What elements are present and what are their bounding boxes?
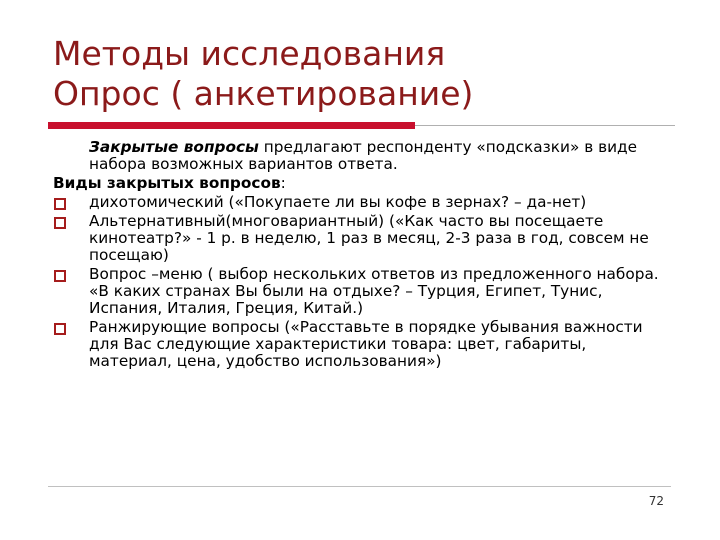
square-bullet-icon bbox=[54, 198, 66, 210]
question-types-list bbox=[53, 194, 673, 370]
list-item bbox=[53, 213, 673, 264]
list-item bbox=[53, 194, 673, 211]
slide-title bbox=[53, 34, 473, 114]
intro-text: предлагают респонденту «подсказки» в виде набора возможных вариантов ответа. bbox=[89, 138, 638, 173]
square-bullet-icon bbox=[54, 270, 66, 282]
intro-term: Закрытые вопросы bbox=[89, 138, 259, 156]
kinds-heading-term: Виды закрытых вопросов bbox=[53, 174, 281, 192]
square-bullet-icon bbox=[54, 323, 66, 335]
slide-body bbox=[53, 139, 673, 372]
list-item bbox=[53, 266, 673, 317]
intro-paragraph bbox=[53, 139, 673, 173]
page-number: 72 bbox=[648, 494, 664, 508]
list-item-text: дихотомический («Покупаете ли вы кофе в зернах? – да-нет) bbox=[89, 193, 587, 211]
kinds-heading bbox=[53, 175, 673, 192]
list-item-text: Ранжирующие вопросы («Расставьте в порядке убывания важности для Вас следующие характеристики товара: цвет, габариты, материал, цена, удобство использования») bbox=[89, 318, 643, 370]
title-line-1: Методы исследования bbox=[53, 34, 446, 73]
title-underline-rule bbox=[415, 125, 675, 126]
kinds-heading-colon: : bbox=[280, 174, 286, 192]
list-item-text: Альтернативный(многовариантный) («Как часто вы посещаете кинотеатр?» - 1 р. в неделю, 1 раз в месяц, 2-3 раза в год, совсем не посещаю) bbox=[89, 212, 649, 264]
list-item-text: Вопрос –меню ( выбор нескольких ответов из предложенного набора. «В каких странах Вы были на отдыхе? – Турция, Египет, Тунис, Испания, Италия, Греция, Китай.) bbox=[89, 265, 659, 317]
footer-rule bbox=[48, 486, 671, 487]
list-item bbox=[53, 319, 673, 370]
square-bullet-icon bbox=[54, 217, 66, 229]
title-line-2: Опрос ( анкетирование) bbox=[53, 74, 474, 113]
title-underline-accent bbox=[48, 122, 415, 129]
